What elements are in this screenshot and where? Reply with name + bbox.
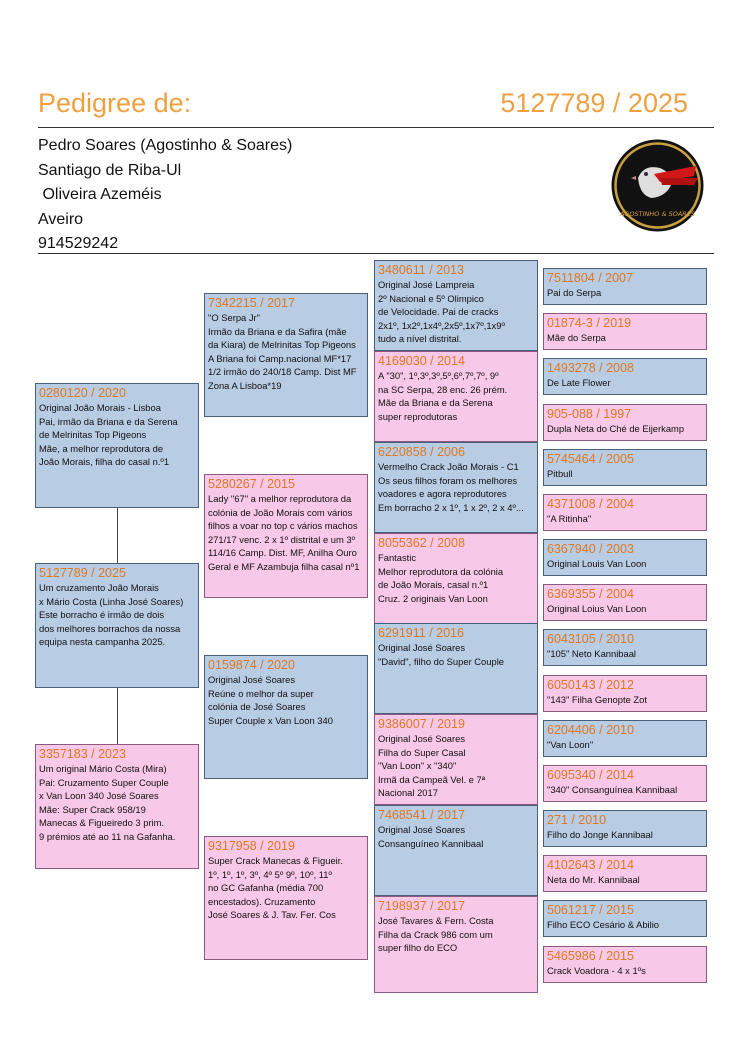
ring-number: 4102643 / 2014 [547,858,634,872]
ring-number: 5465986 / 2015 [547,949,634,963]
pedigree-box-gen4 [543,268,707,305]
ring-number: 7342215 / 2017 [208,296,295,310]
pedigree-box-gen4 [543,313,707,350]
owner-name: Pedro Soares (Agostinho & Soares) [38,137,293,154]
pedigree-box-sire [35,383,199,508]
bird-description: Original João Morais - Lisboa Pai, irmão da Briana e da Serena de Melrinitas Top Pigeons Mãe, a melhor reprodutora de João Morais, filha do casal n.º1 [39,402,178,468]
header-divider [38,127,714,128]
bird-description: Filho do Jonge Kannibaal [547,829,653,840]
pedigree-box-gen4 [543,900,707,937]
pedigree-box-gen4 [543,946,707,983]
ring-number: 8055362 / 2008 [378,536,465,550]
pedigree-box-subject [35,563,199,688]
bird-description: "Van Loon" [547,739,594,750]
bird-description: Fantastic Melhor reprodutora da colónia de João Morais, casal n.º1 Cruz. 2 originais Van Loon [378,552,504,604]
pedigree-box-gen3 [374,533,538,624]
bird-description: Mãe do Serpa [547,332,606,343]
ring-number: 6050143 / 2012 [547,678,634,692]
pedigree-box-gen2 [204,655,368,779]
bird-description: "105" Neto Kannibaal [547,648,637,659]
owner-address-1: Santiago de Riba-Ul [38,161,182,179]
ring-number: 5745464 / 2005 [547,452,634,466]
pedigree-box-gen3 [374,623,538,714]
bird-description: Dupla Neta do Ché de Eijerkamp [547,423,685,434]
ring-number: 6367940 / 2003 [547,542,634,556]
ring-number: 0280120 / 2020 [39,386,126,400]
loft-logo [610,138,705,233]
pigeon-ring-title: 5127789 / 2025 [500,88,688,118]
ring-number: 1493278 / 2008 [547,361,634,375]
ring-number: 9317958 / 2019 [208,839,295,853]
pedigree-box-gen4 [543,810,707,847]
ring-number: 6095340 / 2014 [547,768,634,782]
pedigree-box-gen3 [374,714,538,805]
bird-description: Original Louis Van Loon [547,558,647,569]
bird-description: Lady "67" a melhor reprodutora da colónia de João Morais com vários filhos a voar no top c vários machos 271/17 venc. 2 x 1º distrital e um 3º 114/16 Camp. Dist. MF, Anilha Ouro Geral e MF Azambuja filha casal nº1 [208,493,360,572]
owner-address-2: Oliveira Azeméis [38,186,162,203]
owner-district: Aveiro [38,210,84,228]
bird-description: "O Serpa Jr" Irmão da Briana e da Safira (mãe da Kiara) de Melrinitas Top Pigeons A Briana foi Camp.nacional MF*17 1/2 irmão do 240/18 Camp. Dist MF Zona A Lisboa*19 [208,312,357,391]
bird-description: "143" Filha Genopte Zot [547,694,647,705]
ring-number: 9386007 / 2019 [378,717,465,731]
bird-description: Original José Lampreia 2º Nacional e 5º Olimpico de Velocidade. Pai de cracks 2x1º, 1x2º,1x4º,2x5º,1x7º,1x9º tudo a nível distrital. [378,279,505,345]
bird-description: Original José Soares Reúne o melhor da super colónia de José Soares Super Couple x Van Loon 340 [208,674,333,726]
pedigree-box-gen3 [374,896,538,993]
pedigree-box-dam [35,744,199,869]
bird-description: "340" Consanguínea Kannibaal [547,784,678,795]
bird-description: Filho ECO Cesário & Abilio [547,919,660,930]
ring-number: 6291911 / 2016 [378,626,464,640]
owner-divider [38,253,714,254]
ring-number: 6369355 / 2004 [547,587,634,601]
pedigree-box-gen4 [543,404,707,441]
bird-description: Neta do Mr. Kannibaal [547,874,640,885]
bird-description: A "30", 1º,3º,3º,5º,6º,7º,7º, 9º na SC Serpa, 28 enc. 26 prém. Mãe da Briana e da Serena super reprodutoras [378,370,508,422]
pedigree-box-gen4 [543,449,707,486]
bird-description: Vermelho Crack João Morais - C1 Os seus filhos foram os melhores voadores e agora reprodutores Em borracho 2 x 1º, 1 x 2º, 2 x 4º... [378,461,524,513]
ring-number: 6204406 / 2010 [547,723,634,737]
owner-phone: 914529242 [38,235,119,252]
ring-number: 271 / 2010 [547,813,607,827]
ring-number: 5061217 / 2015 [547,903,634,917]
ring-number: 6043105 / 2010 [547,632,634,646]
pedigree-box-gen4 [543,675,707,712]
ring-number: 7198937 / 2017 [378,899,465,913]
bird-description: "A Ritinha" [547,513,592,524]
bird-description: De Late Flower [547,377,611,388]
ring-number: 7468541 / 2017 [378,808,465,822]
pedigree-box-gen2 [204,293,368,417]
pedigree-box-gen4 [543,358,707,395]
pedigree-box-gen2 [204,836,368,960]
pedigree-box-gen4 [543,494,707,531]
bird-description: Super Crack Manecas & Figueir. 1º, 1º, 1º, 3º, 4º 5º 9º, 10º, 11º no GC Gafanha (média 700 encestados). Cruzamento José Soares & J. Tav. Fer. Cos [208,855,343,921]
bird-description: Original José Soares "David", filho do Super Couple [378,642,504,667]
pedigree-box-gen3 [374,351,538,442]
owner-info [38,134,292,257]
bird-description: Original Loius Van Loon [547,603,647,614]
ring-number: 905-088 / 1997 [547,407,632,421]
pedigree-box-gen4 [543,584,707,621]
bird-description: Um cruzamento João Morais x Mário Costa (Linha José Soares) Este borracho é irmão de dois dos melhores borrachos da nossa equipa nesta campanha 2025. [39,582,184,648]
ring-number: 6220858 / 2006 [378,445,465,459]
ring-number: 3480611 / 2013 [378,263,464,277]
pedigree-box-gen4 [543,765,707,802]
pedigree-box-gen4 [543,629,707,666]
bird-description: Pitbull [547,468,573,479]
page-title: Pedigree de: [38,88,192,118]
ring-number: 7511804 / 2007 [547,271,633,285]
ring-number: 01874-3 / 2019 [547,316,632,330]
bird-description: Original José Soares Consanguíneo Kannibaal [378,824,484,849]
bird-description: Crack Voadora - 4 x 1ºs [547,965,646,976]
pedigree-box-gen4 [543,720,707,757]
ring-number: 4371008 / 2004 [547,497,634,511]
connector-line [117,507,118,563]
logo-text: AGOSTINHO & SOARES [619,210,696,218]
bird-description: Um original Mário Costa (Mira) Pai: Cruzamento Super Couple x Van Loon 340 José Soares Mãe: Super Crack 958/19 Manecas & Figueiredo 3 prim. 9 prémios até ao 11 na Gafanha. [39,763,176,842]
bird-description: Original José Soares Filha do Super Casal "Van Loon" x "340" Irmã da Campeã Vel. e 7ª Nacional 2017 [378,733,486,799]
ring-number: 3357183 / 2023 [39,747,126,761]
pedigree-box-gen2 [204,474,368,598]
connector-line [117,688,118,744]
pedigree-box-gen4 [543,855,707,892]
bird-description: Pai do Serpa [547,287,602,298]
ring-number: 0159874 / 2020 [208,658,295,672]
pedigree-box-gen3 [374,260,538,351]
pedigree-box-gen4 [543,539,707,576]
ring-number: 5280267 / 2015 [208,477,295,491]
ring-number: 5127789 / 2025 [39,566,126,580]
pedigree-box-gen3 [374,805,538,896]
bird-description: José Tavares & Fern. Costa Filha da Crack 986 com um super filho do ECO [378,915,494,954]
pedigree-box-gen3 [374,442,538,533]
ring-number: 4169030 / 2014 [378,354,465,368]
